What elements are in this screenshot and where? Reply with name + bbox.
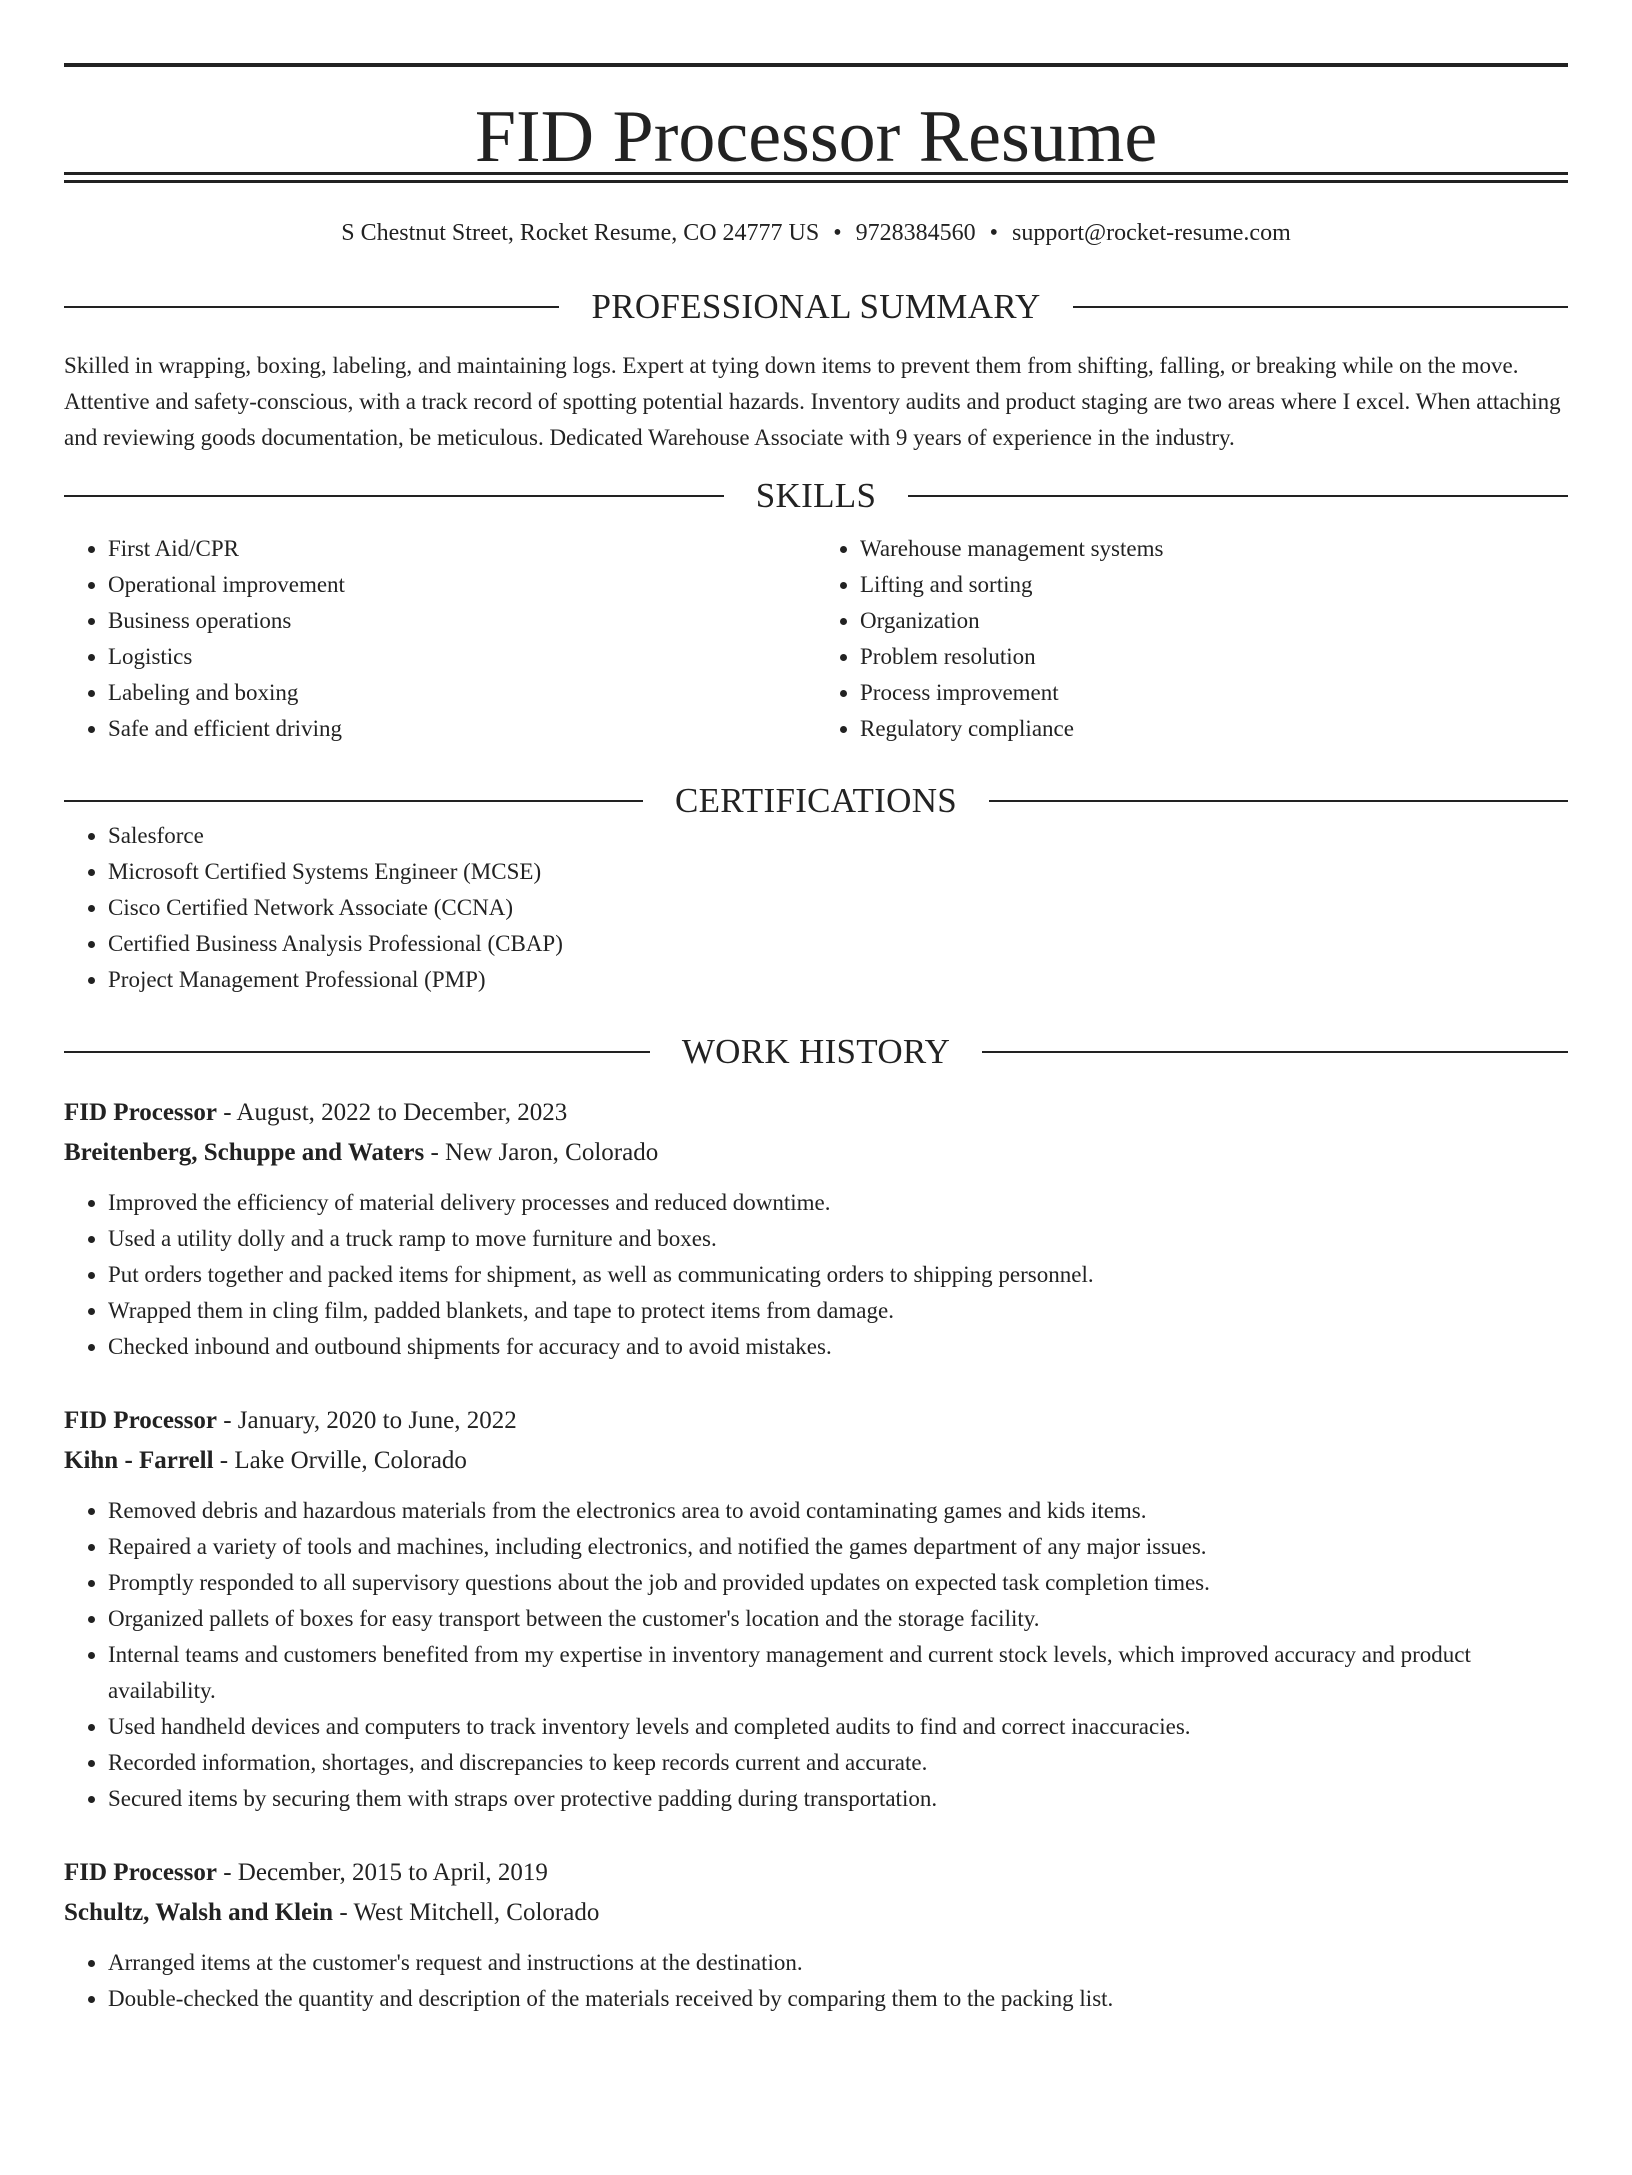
skills-heading: SKILLS <box>755 476 877 515</box>
skill-item: • Logistics <box>108 639 816 675</box>
skill-item: • Problem resolution <box>860 639 1568 675</box>
job-title: FID Processor <box>64 1407 217 1434</box>
certification-item: • Salesforce <box>108 818 1568 854</box>
certifications-list <box>64 818 1568 998</box>
summary-heading: PROFESSIONAL SUMMARY <box>591 287 1041 326</box>
skills-column-right <box>816 531 1568 747</box>
skill-item: • Business operations <box>108 603 816 639</box>
job-location: Lake Orville, Colorado <box>234 1447 467 1474</box>
skills-column-left <box>64 531 816 747</box>
certification-item: • Cisco Certified Network Associate (CCNA) <box>108 890 1568 926</box>
job-entry <box>64 1853 1568 2017</box>
skill-item: • First Aid/CPR <box>108 531 816 567</box>
section-heading-skills <box>64 478 1568 513</box>
job-bullet: • Used a utility dolly and a truck ramp to move furniture and boxes. <box>108 1221 1568 1257</box>
skill-item: • Warehouse management systems <box>860 531 1568 567</box>
job-location: New Jaron, Colorado <box>445 1139 659 1166</box>
job-bullets <box>64 1185 1568 1365</box>
job-bullet: • Arranged items at the customer's request and instructions at the destination. <box>108 1945 1568 1981</box>
section-heading-certifications <box>64 783 1568 818</box>
page-title: FID Processor Resume <box>474 96 1158 178</box>
skill-item: • Process improvement <box>860 675 1568 711</box>
job-company-line: Kihn - Farrell - Lake Orville, Colorado <box>64 1447 467 1474</box>
skill-item: • Safe and efficient driving <box>108 711 816 747</box>
heading-rule <box>64 1051 650 1053</box>
job-bullet: • Secured items by securing them with straps over protective padding during transportation. <box>108 1781 1568 1817</box>
job-dates: December, 2015 to April, 2019 <box>237 1859 548 1886</box>
job-bullet: • Organized pallets of boxes for easy transport between the customer's location and the storage facility. <box>108 1601 1568 1637</box>
skill-item: • Organization <box>860 603 1568 639</box>
skill-item: • Operational improvement <box>108 567 816 603</box>
work-history-heading: WORK HISTORY <box>681 1032 951 1071</box>
heading-rule <box>1073 306 1568 308</box>
job-title: FID Processor <box>64 1859 217 1886</box>
contact-line <box>64 221 1568 245</box>
job-entry <box>64 1093 1568 1365</box>
job-location: West Mitchell, Colorado <box>353 1899 600 1926</box>
job-bullet: • Repaired a variety of tools and machines, including electronics, and notified the games department of any major issues. <box>108 1529 1568 1565</box>
skill-item: • Regulatory compliance <box>860 711 1568 747</box>
job-company: Schultz, Walsh and Klein <box>64 1899 334 1926</box>
job-bullet: • Removed debris and hazardous materials from the electronics area to avoid contaminating games and kids items. <box>108 1493 1568 1529</box>
job-title-line: FID Processor - January, 2020 to June, 2022 <box>64 1407 517 1434</box>
skill-item: • Lifting and sorting <box>860 567 1568 603</box>
contact-address: S Chestnut Street, Rocket Resume, CO 24777 US <box>341 220 820 246</box>
job-bullet: • Checked inbound and outbound shipments for accuracy and to avoid mistakes. <box>108 1329 1568 1365</box>
job-bullet: • Double-checked the quantity and description of the materials received by comparing them to the packing list. <box>108 1981 1568 2017</box>
skills-list-left <box>64 531 816 747</box>
skills-list-right <box>816 531 1568 747</box>
job-bullet: • Internal teams and customers benefited from my expertise in inventory management and current stock levels, which improved accuracy and product availability. <box>108 1637 1568 1709</box>
job-title-line: FID Processor - December, 2015 to April, 2019 <box>64 1859 548 1886</box>
job-bullet: • Used handheld devices and computers to track inventory levels and completed audits to find and correct inaccuracies. <box>108 1709 1568 1745</box>
heading-rule <box>64 800 643 802</box>
job-bullets <box>64 1945 1568 2017</box>
job-company-line: Schultz, Walsh and Klein - West Mitchell, Colorado <box>64 1899 600 1926</box>
heading-rule <box>64 306 559 308</box>
job-bullet: • Wrapped them in cling film, padded blankets, and tape to protect items from damage. <box>108 1293 1568 1329</box>
certification-item: • Microsoft Certified Systems Engineer (MCSE) <box>108 854 1568 890</box>
certifications-heading: CERTIFICATIONS <box>674 781 958 820</box>
contact-separator: • <box>989 220 999 246</box>
job-bullets <box>64 1493 1568 1817</box>
job-bullet: • Improved the efficiency of material delivery processes and reduced downtime. <box>108 1185 1568 1221</box>
job-company: Breitenberg, Schuppe and Waters <box>64 1139 425 1166</box>
heading-rule <box>982 1051 1568 1053</box>
heading-rule <box>908 495 1568 497</box>
job-company: Kihn - Farrell <box>64 1447 214 1474</box>
certification-item: • Project Management Professional (PMP) <box>108 962 1568 998</box>
skills-grid <box>64 531 1568 747</box>
resume-page <box>0 63 1632 2175</box>
job-company-line: Breitenberg, Schuppe and Waters - New Jaron, Colorado <box>64 1139 659 1166</box>
contact-phone: 9728384560 <box>855 220 976 246</box>
job-dates: January, 2020 to June, 2022 <box>237 1407 517 1434</box>
section-heading-work-history <box>64 1034 1568 1069</box>
job-bullet: • Promptly responded to all supervisory questions about the job and provided updates on expected task completion times. <box>108 1565 1568 1601</box>
job-title-line: FID Processor - August, 2022 to December, 2023 <box>64 1099 568 1126</box>
job-title: FID Processor <box>64 1099 217 1126</box>
job-entry <box>64 1401 1568 1817</box>
skill-item: • Labeling and boxing <box>108 675 816 711</box>
heading-rule <box>989 800 1568 802</box>
job-bullet: • Recorded information, shortages, and discrepancies to keep records current and accurate. <box>108 1745 1568 1781</box>
job-dates: August, 2022 to December, 2023 <box>236 1099 568 1126</box>
job-bullet: • Put orders together and packed items for shipment, as well as communicating orders to shipping personnel. <box>108 1257 1568 1293</box>
contact-email: support@rocket-resume.com <box>1012 220 1291 246</box>
contact-separator: • <box>833 220 842 246</box>
summary-text: Skilled in wrapping, boxing, labeling, and maintaining logs. Expert at tying down items to prevent them from shifting, falling, or breaking while on the move. Attentive and safety-conscious, with a track record of spotting potential hazards. Inventory audits and product staging are two areas where I excel. When attaching and reviewing goods documentation, be meticulous. Dedicated Warehouse Associate with 9 years of experience in the industry. <box>64 353 1561 450</box>
heading-rule <box>64 495 724 497</box>
section-heading-summary <box>64 289 1568 324</box>
certification-item: • Certified Business Analysis Professional (CBAP) <box>108 926 1568 962</box>
